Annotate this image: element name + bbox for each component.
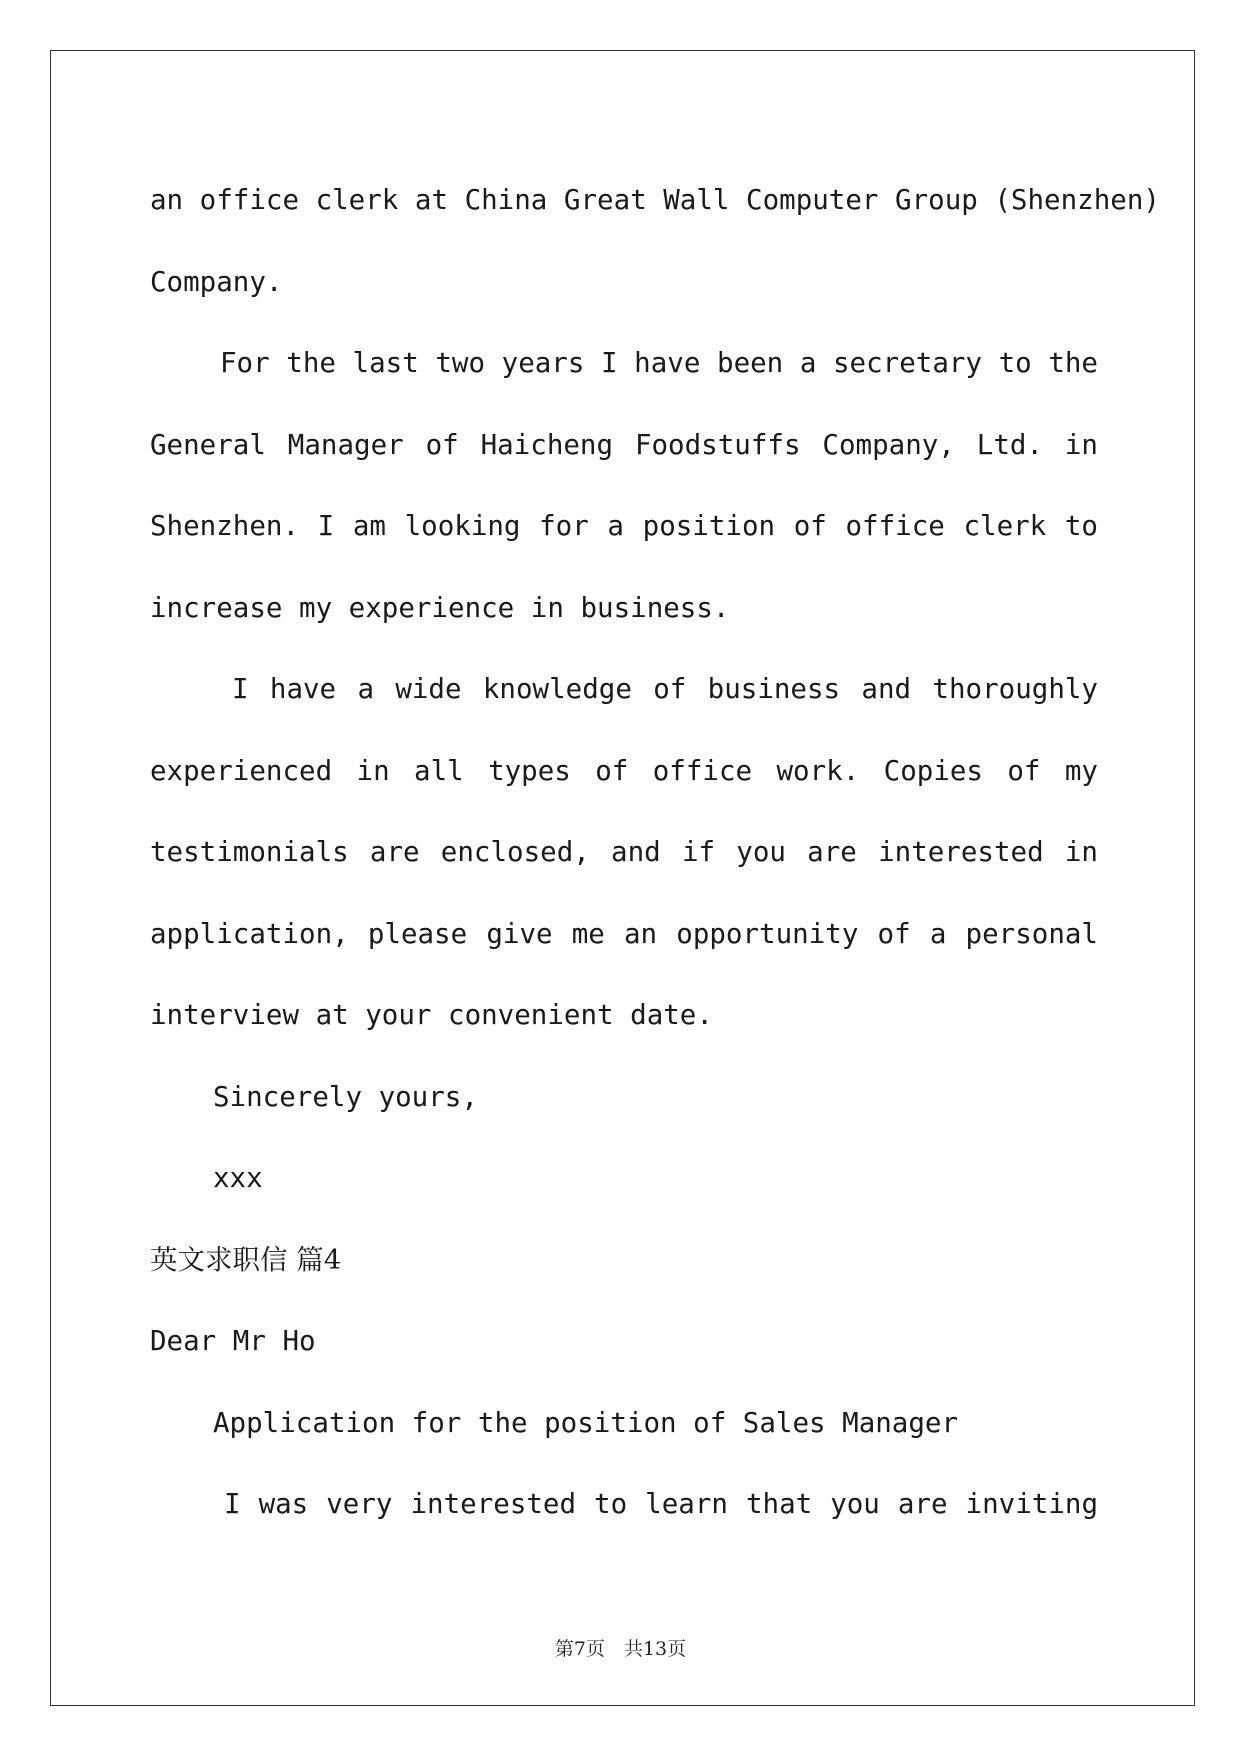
paragraph-start-line: I was very interested to learn that you are inviting [224,1488,1098,1520]
closing-line: Sincerely yours, [213,1080,478,1113]
text-line: interview at your convenient date. [150,999,713,1031]
text-line: Company. [150,265,283,298]
text-line: testimonials are enclosed, and if you are interested in [150,836,1098,868]
subject-line: Application for the position of Sales Manager [213,1406,959,1439]
document-body [150,160,1160,1546]
page-number-footer: 第7页 共13页 [554,1638,687,1660]
signature-line: xxx [213,1162,263,1194]
text-line: application, please give me an opportunity of a personal [150,917,1098,950]
text-line: experienced in all types of office work. Copies of my [150,754,1098,787]
paragraph-start-line: For the last two years I have been a secretary to the [220,347,1098,379]
text-line: Shenzhen. I am looking for a position of office clerk to [150,510,1098,542]
section-heading: 英文求职信 篇4 [150,1243,342,1276]
salutation-line: Dear Mr Ho [150,1325,316,1357]
text-line: increase my experience in business. [150,591,730,624]
text-line: an office clerk at China Great Wall Computer Group (Shenzhen) [150,184,1160,216]
text-line: General Manager of Haicheng Foodstuffs Company, Ltd. in [150,428,1098,461]
paragraph-start-line: I have a wide knowledge of business and thoroughly [232,673,1098,705]
